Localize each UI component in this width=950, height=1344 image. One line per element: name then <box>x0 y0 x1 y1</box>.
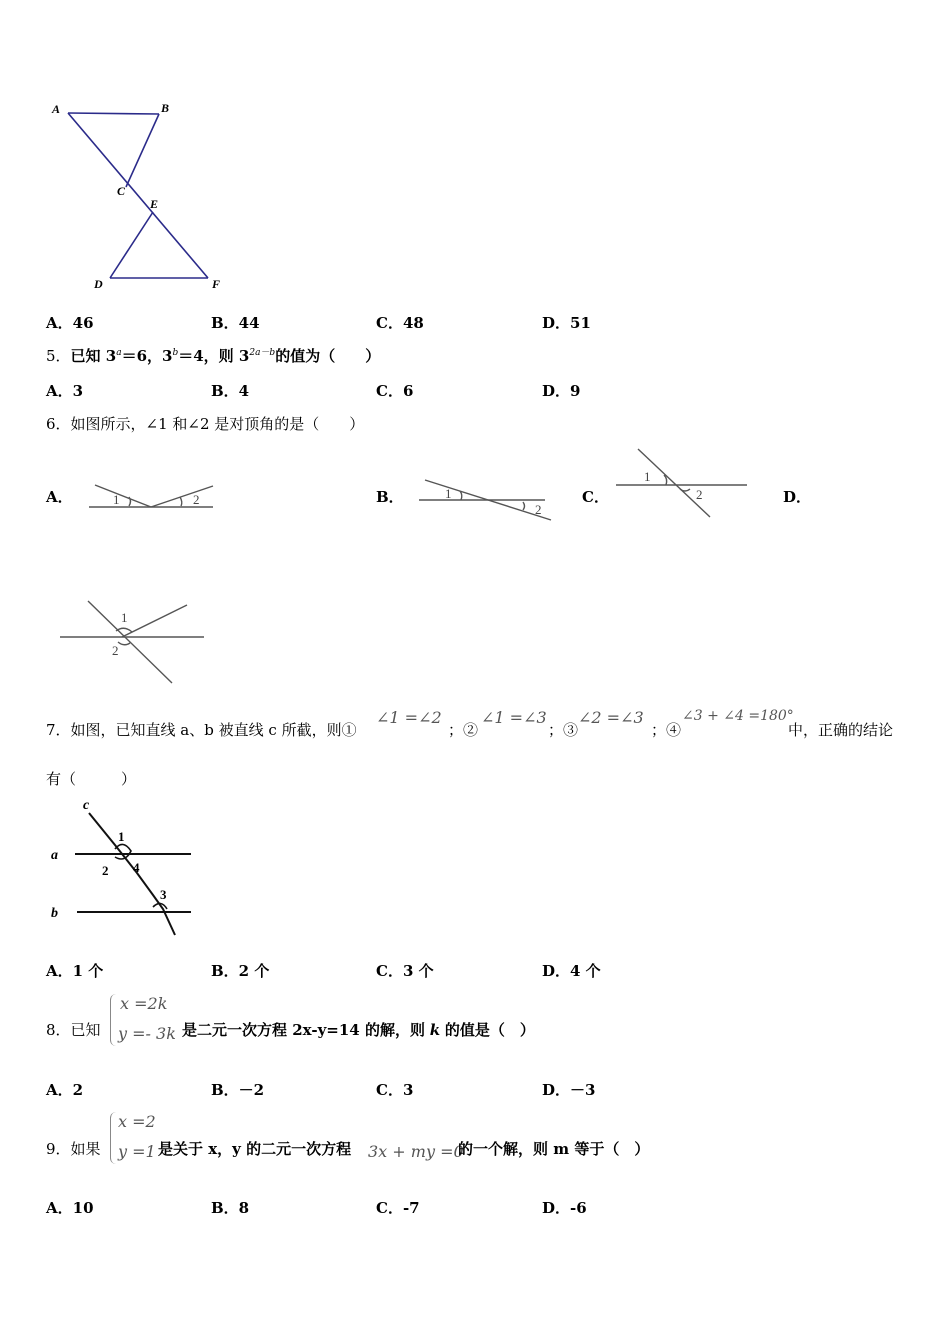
q7-text-3: ；③ <box>548 721 579 739</box>
q6-option-d[interactable]: D． <box>783 488 812 506</box>
label-f: F <box>212 277 221 291</box>
q5-exp-2ab: 2a－b <box>249 348 276 358</box>
q5-option-a[interactable]: A．3 <box>46 382 84 400</box>
q9-option-c[interactable]: C．-7 <box>376 1199 420 1217</box>
q9-option-a[interactable]: A．10 <box>46 1199 94 1217</box>
label-b: B <box>161 101 170 115</box>
q7-statement-2: ∠1 =∠3 <box>481 708 547 727</box>
q7-text-2: ；② <box>448 721 479 739</box>
label-e: E <box>150 197 159 211</box>
segment-af <box>68 113 208 278</box>
q9-text-3-content: 的一个解，则 m 等于（ ） <box>458 1140 650 1158</box>
q6-option-a[interactable]: A． <box>46 488 73 506</box>
q9-system-line-1: x =2 <box>118 1112 156 1131</box>
q6d-angle-1: 1 <box>121 610 128 625</box>
q4-option-c[interactable]: C．48 <box>376 314 424 332</box>
q6c-angle-1: 1 <box>644 469 651 484</box>
q7-label-3: 3 <box>160 887 167 902</box>
q7-label-a: a <box>51 848 58 863</box>
q5-text-4: 的值为（ ） <box>275 347 381 365</box>
q5-option-b[interactable]: B．4 <box>211 382 250 400</box>
q4-figure <box>40 95 230 295</box>
q7-option-c[interactable]: C．3 个 <box>376 962 434 980</box>
q7-stem <box>46 710 926 750</box>
q7-text-5: 中，正确的结论 <box>788 721 894 739</box>
q4-option-d[interactable]: D．51 <box>542 314 591 332</box>
q7-stem-line2: 有（ ） <box>46 770 137 788</box>
q5-text-1: 已知 3 <box>70 347 117 365</box>
q5-exp-b: b <box>172 348 179 358</box>
q9-equation: 3x + my =0 <box>368 1142 464 1161</box>
q6-option-b[interactable]: B． <box>376 488 404 506</box>
q8-option-a[interactable]: A．2 <box>46 1081 84 1099</box>
q8-system-line-1: x =2k <box>120 994 168 1013</box>
q6b-angle-1: 1 <box>445 486 452 501</box>
q8-number-text: 8．已知 <box>46 1021 101 1039</box>
q7-text-1: 7．如图，已知直线 a、b 被直线 c 所截，则① <box>46 721 357 739</box>
q8-system-line-2: y =- 3k <box>118 1024 176 1043</box>
q8-brace <box>110 994 117 1046</box>
q6a-angle-2: 2 <box>193 492 200 507</box>
q5-number: 5． <box>46 347 71 365</box>
q6c-angle-2: 2 <box>696 487 703 502</box>
q6-figure-c <box>612 445 752 520</box>
q8-text-2: 是二元一次方程 2x-y=14 的解，则 <box>182 1021 425 1039</box>
q7-label-1: 1 <box>118 829 125 844</box>
q5-option-d[interactable]: D．9 <box>542 382 581 400</box>
q7-statement-4: ∠3 + ∠4 =180° <box>682 708 794 724</box>
q6-option-c[interactable]: C． <box>582 488 609 506</box>
q7-label-4: 4 <box>133 860 140 875</box>
q9-option-b[interactable]: B．8 <box>211 1199 250 1217</box>
q5-stem <box>46 345 380 366</box>
q7-option-b[interactable]: B．2 个 <box>211 962 270 980</box>
label-a: A <box>52 102 61 116</box>
q4-option-b[interactable]: B．44 <box>211 314 260 332</box>
q6a-angle-1: 1 <box>113 492 120 507</box>
q8-var-k: k <box>429 1021 441 1039</box>
q7-figure <box>45 795 200 945</box>
q7-label-2: 2 <box>102 863 109 878</box>
segment-ab <box>68 113 159 114</box>
q9-text-2-content: 是关于 x，y 的二元一次方程 <box>158 1140 352 1158</box>
q7-statement-3: ∠2 =∠3 <box>578 708 644 727</box>
segment-de <box>110 212 153 278</box>
q7-option-a[interactable]: A．1 个 <box>46 962 104 980</box>
q6-figure-a <box>85 475 220 515</box>
q8-text-3: 的值是（ ） <box>444 1021 535 1039</box>
q9-text-2 <box>158 1138 351 1159</box>
q4-option-a[interactable]: A．46 <box>46 314 94 332</box>
q6d-angle-2: 2 <box>112 643 119 658</box>
q9-option-d[interactable]: D．-6 <box>542 1199 587 1217</box>
label-c: C <box>117 184 126 198</box>
q7-option-d[interactable]: D．4 个 <box>542 962 601 980</box>
q6-stem: 6．如图所示，∠1 和∠2 是对顶角的是（ ） <box>46 415 365 433</box>
q5-option-c[interactable]: C．6 <box>376 382 414 400</box>
q9-system-line-2: y =1 <box>118 1142 156 1161</box>
label-d: D <box>94 277 103 291</box>
q8-stem <box>182 1019 535 1040</box>
q7-statement-1: ∠1 =∠2 <box>376 708 442 727</box>
q8-option-c[interactable]: C．3 <box>376 1081 414 1099</box>
q9-text-3 <box>458 1138 649 1159</box>
q5-exp-a: a <box>116 348 122 358</box>
q5-text-3: ＝4，则 3 <box>178 347 250 365</box>
q6b-angle-2: 2 <box>535 502 542 517</box>
q7-label-c: c <box>83 798 90 813</box>
q8-option-d[interactable]: D．－3 <box>542 1081 596 1099</box>
q7-label-b: b <box>51 906 58 921</box>
q6-figure-d <box>58 598 208 688</box>
segment-bc <box>126 114 159 187</box>
q9-number-text: 9．如果 <box>46 1140 101 1158</box>
q6-figure-b <box>415 472 555 524</box>
q5-text-2: ＝6，3 <box>121 347 173 365</box>
q9-brace <box>110 1112 117 1164</box>
q8-option-b[interactable]: B．－2 <box>211 1081 265 1099</box>
q7-text-4: ；④ <box>651 721 682 739</box>
